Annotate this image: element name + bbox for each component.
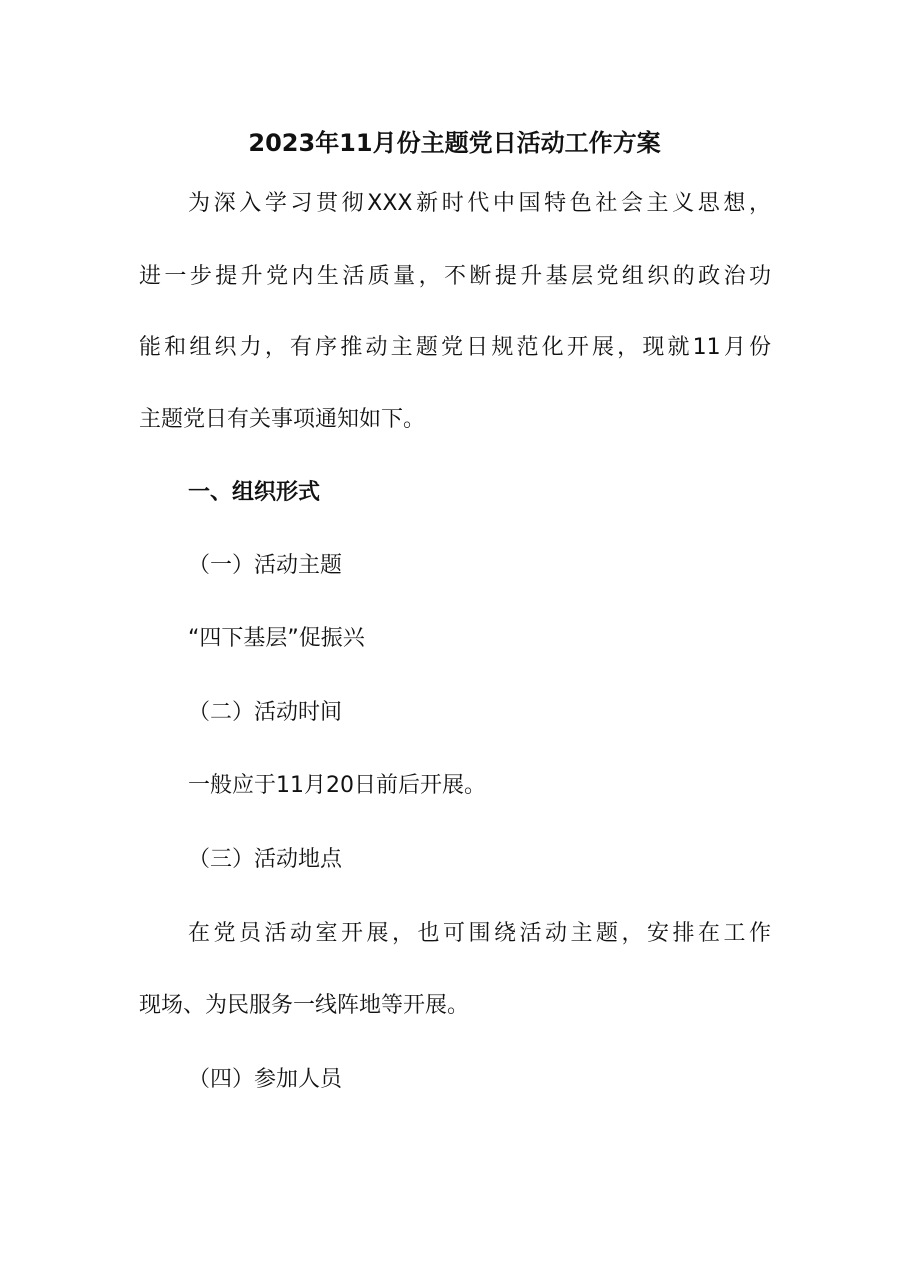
subheading-activity-time: （二）活动时间 xyxy=(188,700,343,725)
activity-theme-text: “四下基层”促振兴 xyxy=(188,626,365,651)
document-title: 2023年11月份主题党日活动工作方案 xyxy=(248,129,661,157)
subheading-activity-location: （三）活动地点 xyxy=(188,847,343,872)
activity-location-text-2: 现场、为民服务一线阵地等开展。 xyxy=(139,993,470,1018)
subheading-activity-theme: （一）活动主题 xyxy=(188,553,343,578)
intro-line-2: 进一步提升党内生活质量，不断提升基层党组织的政治功 xyxy=(139,264,771,289)
intro-line-3: 能和组织力，有序推动主题党日规范化开展，现就11月份 xyxy=(139,335,771,360)
activity-time-text: 一般应于11月20日前后开展。 xyxy=(188,773,486,798)
subheading-participants: （四）参加人员 xyxy=(188,1067,343,1092)
intro-line-1: 为深入学习贯彻XXX新时代中国特色社会主义思想， xyxy=(188,191,771,216)
intro-line-4: 主题党日有关事项通知如下。 xyxy=(139,407,426,432)
section-heading-organization: 一、组织形式 xyxy=(188,480,321,505)
activity-location-text-1: 在党员活动室开展，也可围绕活动主题，安排在工作 xyxy=(188,921,771,946)
